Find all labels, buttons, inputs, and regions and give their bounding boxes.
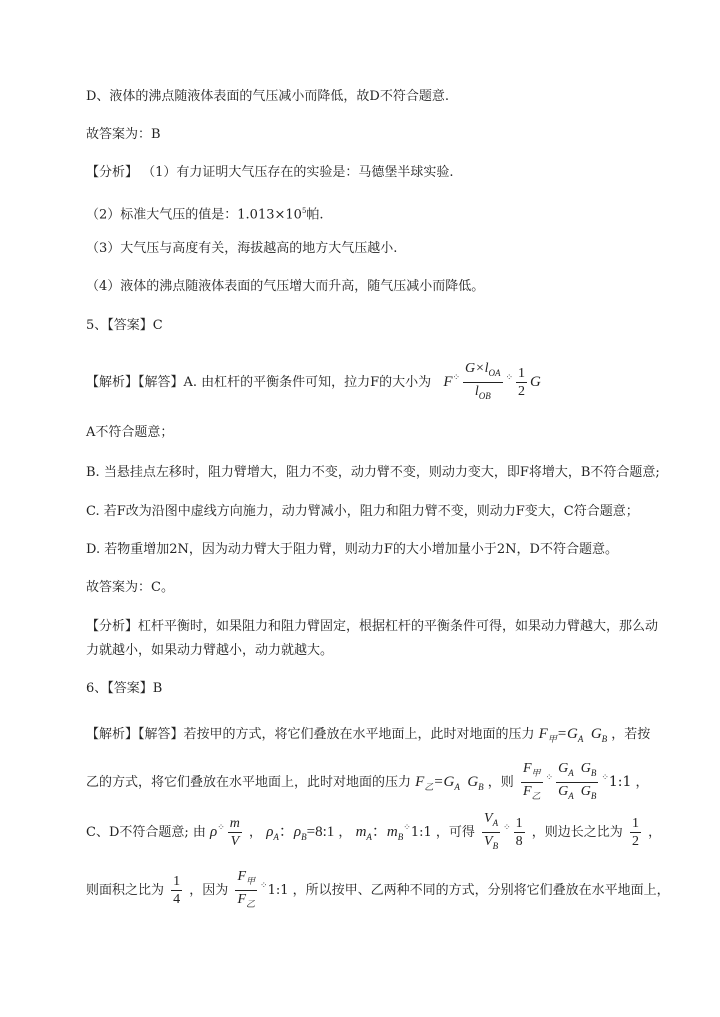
- equals-glyph: ⁘: [503, 823, 511, 833]
- fraction: $\frac{F_甲}{F_乙}$: [237, 869, 256, 909]
- math: 1: [518, 365, 526, 381]
- text: 【解析】【解答】A. 由杠杆的平衡条件可知，拉力F的大小为: [86, 374, 432, 390]
- text-line: [86, 360, 541, 405]
- text: C、D不符合题意; 由: [86, 824, 206, 840]
- fraction: $\frac{V_A}{V_B}$: [484, 811, 499, 851]
- text-line: B. 当悬挂点左移时，阻力臂增大，阻力不变，动力臂不变，则动力变大，即F将增大，B不符合题意;: [86, 465, 660, 480]
- math: 2: [518, 383, 526, 399]
- text: ，: [338, 824, 352, 840]
- text-line: D、液体的沸点随液体表面的气压减小而降低，故D不符合题意.: [86, 89, 449, 104]
- text-line: [86, 810, 661, 855]
- answer-heading: 5、【答案】C: [86, 318, 163, 333]
- math: 1:1: [267, 882, 289, 898]
- equals-glyph: ⁘: [403, 823, 411, 833]
- text-line: 故答案为：B: [86, 127, 161, 142]
- fraction: $\frac{1}{2}$: [631, 815, 639, 849]
- math: 1:1: [410, 824, 432, 840]
- text-line: [86, 202, 324, 224]
- text-line: （3）大气压与高度有关，海拔越高的地方大气压越小.: [86, 241, 398, 256]
- text: 帕.: [306, 207, 324, 223]
- equals-glyph: ⁘: [505, 373, 514, 383]
- equals-glyph: ⁘: [452, 373, 461, 383]
- math: l: [474, 383, 479, 399]
- text: ，所以按甲、乙两种不同的方式，分别将它们叠放在水平地面上，: [292, 882, 670, 898]
- fraction: $\frac{G_A G_B}{G_A G_B}$: [558, 761, 597, 801]
- math: OA: [488, 367, 501, 378]
- text-line: C. 若F改为沿图中虚线方向施力，动力臂减小，阻力和阻力臂不变，则动力F变大，C符合题意；: [86, 504, 639, 519]
- text: 乙的方式，将它们叠放在水平地面上，此时对地面的压力: [86, 774, 412, 790]
- text-line: [86, 868, 670, 913]
- fraction: $\frac{1}{8}$: [515, 815, 523, 849]
- equals-glyph: ⁘: [217, 823, 225, 833]
- math: $\rho_A$：$\rho_B=8:1$: [266, 823, 335, 842]
- fraction: [463, 360, 502, 405]
- text: ，: [249, 824, 263, 840]
- fraction: [516, 365, 527, 400]
- math: OB: [478, 390, 491, 401]
- answer-heading: 6、【答案】B: [86, 681, 163, 696]
- math: ρ: [210, 823, 218, 840]
- text-line: [86, 760, 649, 805]
- text-line: 【分析】 （1）有力证明大气压存在的实验是：马德堡半球实验.: [86, 165, 454, 180]
- text: ，若按: [611, 727, 651, 742]
- text: ，因为: [189, 882, 229, 898]
- text-line: [86, 725, 650, 748]
- fraction: $\frac{1}{4}$: [173, 873, 181, 907]
- text: （2）标准大气压的值是：1.013×10: [86, 207, 302, 223]
- text-line: 力就越小，如果动力臂越小，动力就越大。: [86, 643, 334, 658]
- text-line: （4）液体的沸点随液体表面的气压增大而升高，随气压减小而降低。: [86, 279, 485, 294]
- math: 1:1: [608, 773, 632, 790]
- text: ，: [648, 824, 662, 840]
- text: 【解析】【解答】若按甲的方式，将它们叠放在水平地面上，此时对地面的压力: [86, 727, 535, 742]
- superscript: 5: [301, 207, 307, 215]
- math: $m_A$：$m_B$: [355, 823, 404, 842]
- text: 则面积之比为: [86, 882, 165, 898]
- text-line: D. 若物重增加2N，因为动力臂大于阻力臂，则动力F的大小增加量小于2N，D不符合题意。: [86, 542, 618, 557]
- text: ，可得: [435, 824, 475, 840]
- math: $F_乙=G_A$ $G_B$: [415, 773, 484, 792]
- text-line: 故答案为：C。: [86, 580, 174, 595]
- math: G: [530, 373, 541, 390]
- text: ，: [635, 774, 649, 790]
- text-line: 【分析】杠杆平衡时，如果阻力和阻力臂固定，根据杠杆的平衡条件可得，如果动力臂越大，那么动: [86, 619, 659, 634]
- text: ，则: [487, 774, 514, 790]
- fraction: $\frac{F_甲}{F_乙}$: [522, 761, 541, 801]
- equals-glyph: ⁘: [601, 773, 609, 783]
- equals-glyph: ⁘: [545, 773, 554, 783]
- text: ，则边长之比为: [531, 824, 623, 840]
- math: G×l: [465, 361, 489, 376]
- text-line: A不符合题意；: [86, 425, 174, 440]
- math: F: [443, 373, 453, 390]
- math: $F_甲=G_A$ $G_B$: [538, 726, 608, 744]
- equals-glyph: ⁘: [260, 881, 268, 891]
- fraction: $\frac{m}{V}$: [229, 815, 240, 849]
